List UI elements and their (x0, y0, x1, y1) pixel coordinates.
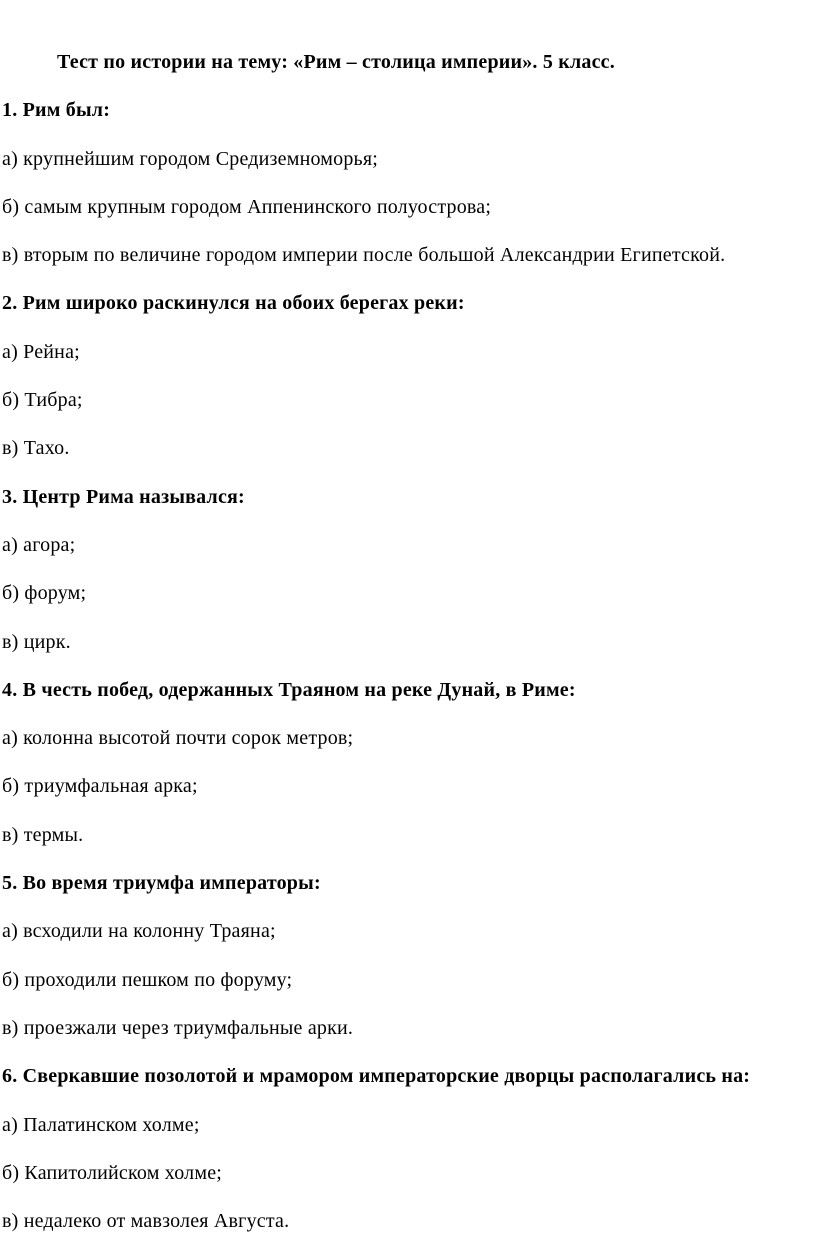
question-5-option-a: а) всходили на колонну Траяна; (2, 920, 276, 943)
question-5-heading: 5. Во время триумфа императоры: (2, 872, 321, 895)
question-6-heading: 6. Сверкавшие позолотой и мрамором императорские дворцы располагались на: (2, 1065, 751, 1088)
question-4-option-b: б) триумфальная арка; (2, 775, 198, 798)
question-1-option-a: а) крупнейшим городом Средиземноморья; (2, 147, 379, 170)
question-2-option-a: а) Рейна; (2, 340, 80, 363)
question-6-option-v: в) недалеко от мавзолея Августа. (2, 1210, 290, 1233)
question-1-option-b: б) самым крупным городом Аппенинского полуострова; (2, 195, 492, 218)
question-3-heading: 3. Центр Рима назывался: (2, 485, 245, 508)
question-6-option-b: б) Капитолийском холме; (2, 1161, 223, 1184)
question-2-heading: 2. Рим широко раскинулся на обоих берегах реки: (2, 292, 465, 315)
question-4-option-a: а) колонна высотой почти сорок метров; (2, 727, 354, 750)
question-5-option-b: б) проходили пешком по форуму; (2, 968, 293, 991)
question-2-option-v: в) Тахо. (2, 437, 70, 460)
question-4-option-v: в) термы. (2, 823, 84, 846)
document-title: Тест по истории на тему: «Рим – столица империи». 5 класс. (57, 51, 615, 73)
question-1-heading: 1. Рим был: (2, 99, 111, 122)
question-6-option-a: а) Палатинском холме; (2, 1113, 200, 1136)
question-3-option-b: б) форум; (2, 582, 87, 605)
question-3-option-v: в) цирк. (2, 630, 71, 653)
question-5-option-v: в) проезжали через триумфальные арки. (2, 1016, 354, 1039)
question-4-heading: 4. В честь побед, одержанных Траяном на реке Дунай, в Риме: (2, 678, 576, 701)
question-1-option-v: в) вторым по величине городом империи после большой Александрии Египетской. (2, 244, 726, 267)
question-3-option-a: а) агора; (2, 533, 76, 556)
question-2-option-b: б) Тибра; (2, 389, 83, 412)
